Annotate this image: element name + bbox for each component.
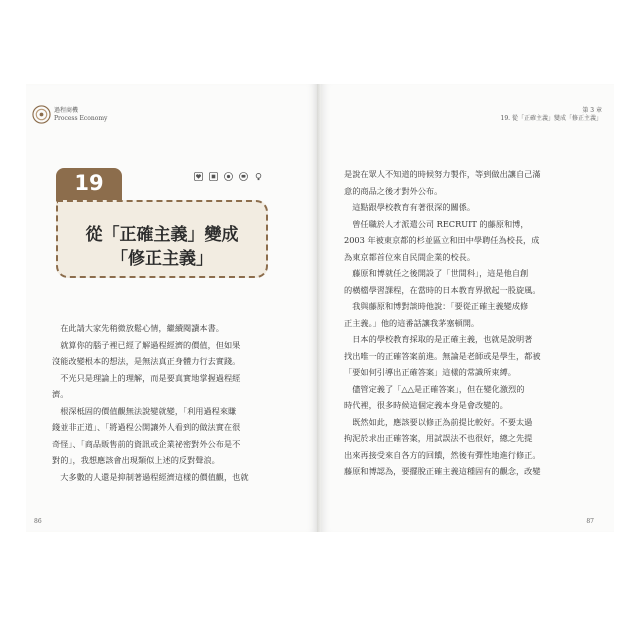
chapter-number-badge: 19 bbox=[56, 168, 122, 200]
text-line: 我與藤原和博對談時他說：「要從正確主義變成修 bbox=[344, 301, 529, 311]
text-line: 奇怪」、「商品販售前的資訊或企業祕密對外公布是不 bbox=[52, 438, 241, 449]
text-line: 日本的學校教育採取的是正確主義，也就是說明著 bbox=[344, 334, 533, 344]
page-number-right: 87 bbox=[586, 518, 594, 525]
text-line: 根深柢固的價值觀無法說變就變，「利用過程來賺 bbox=[52, 405, 237, 416]
text-line: 找出唯一的正確答案前進。無論是老師或是學生，都被 bbox=[344, 350, 541, 361]
text-line: 這點跟學校教育有著很深的關係。 bbox=[344, 202, 476, 212]
book-title-zh: 過程商機 bbox=[54, 107, 79, 114]
flower-icon bbox=[224, 172, 233, 181]
left-page bbox=[26, 84, 317, 532]
right-body-text bbox=[344, 166, 594, 480]
chapter-icon-row bbox=[194, 172, 263, 181]
text-line: 的橫檔學習課程，在當時的日本教育界掀起一股旋風。 bbox=[344, 284, 541, 295]
text-line: 「要如何引導出正確答案」這樣的常識所束縛。 bbox=[344, 367, 516, 377]
text-line: 時代裡，很多時候這個定義本身是會改變的。 bbox=[344, 400, 508, 410]
running-header-right bbox=[501, 107, 602, 123]
text-line: 出來再接受來自各方的回饋，然後有彈性地進行修正。 bbox=[344, 449, 541, 460]
running-header-left bbox=[54, 107, 107, 123]
text-line: 藤原和博認為，要擺脫正確主義這種固有的觀念，改變 bbox=[344, 466, 541, 476]
text-line: 錢並非正道」、「將過程公開讓外人看到的做法實在很 bbox=[52, 422, 241, 432]
text-line: 2003 年被東京都的杉並區立和田中學聘任為校長，成 bbox=[344, 235, 540, 245]
book-logo-icon bbox=[32, 105, 51, 124]
text-line: 不光只是理論上的理解，而是要真實地掌握過程經 bbox=[52, 372, 241, 383]
text-line: 拘泥於求出正確答案，用試誤法不也很好，總之先提 bbox=[344, 433, 533, 443]
section-label: 19. 從「正確主義」變成「修正主義」 bbox=[500, 115, 602, 122]
right-page bbox=[321, 84, 614, 532]
bulb-icon bbox=[254, 172, 263, 181]
text-line: 濟。 bbox=[52, 389, 69, 399]
text-line: 曾任職於人才派遣公司 RECRUIT 的藤原和博， bbox=[344, 218, 529, 229]
text-line: 藤原和博就任之後開設了「世間科」，這是他自創 bbox=[344, 268, 529, 278]
left-body-text bbox=[52, 320, 296, 485]
text-line: 正主義。」他的這番話讓我茅塞頓開。 bbox=[344, 317, 480, 328]
chat-icon bbox=[239, 172, 248, 181]
text-line: 既然如此，應該要以修正為前提比較好。不要太過 bbox=[344, 416, 533, 427]
chapter-title-line-1: 從「正確主義」變成 bbox=[85, 225, 239, 245]
chapter-title-line-2: 「修正主義」 bbox=[111, 249, 213, 269]
chapter-title-box bbox=[56, 200, 268, 278]
chapter-label: 第 3 章 bbox=[582, 107, 602, 114]
square-icon bbox=[209, 172, 218, 181]
text-line: 沒能改變根本的想法，是無法真正身體力行去實踐。 bbox=[52, 356, 241, 366]
heart-icon bbox=[194, 172, 203, 181]
text-line: 對的」，我想應該會出現類似上述的反對聲浪。 bbox=[52, 455, 220, 465]
text-line: 是說在眾人不知道的時候努力製作，等到做出讓自己滿 bbox=[344, 169, 541, 179]
text-line: 就算你的腦子裡已經了解過程經濟的價值，但如果 bbox=[52, 339, 241, 350]
text-line: 儘管定義了「△△是正確答案」，但在變化激烈的 bbox=[344, 383, 525, 394]
text-line: 意的商品之後才對外公布。 bbox=[344, 185, 443, 196]
book-title-en: Process Economy bbox=[54, 115, 108, 122]
text-line: 在此請大家先稍微放鬆心情，繼續閱讀本書。 bbox=[52, 323, 224, 333]
text-line: 為東京都首位來自民間企業的校長。 bbox=[344, 251, 476, 262]
page-number-left: 86 bbox=[34, 518, 42, 525]
text-line: 大多數的人還是抑制著過程經濟這樣的價值觀，也就 bbox=[52, 471, 249, 482]
